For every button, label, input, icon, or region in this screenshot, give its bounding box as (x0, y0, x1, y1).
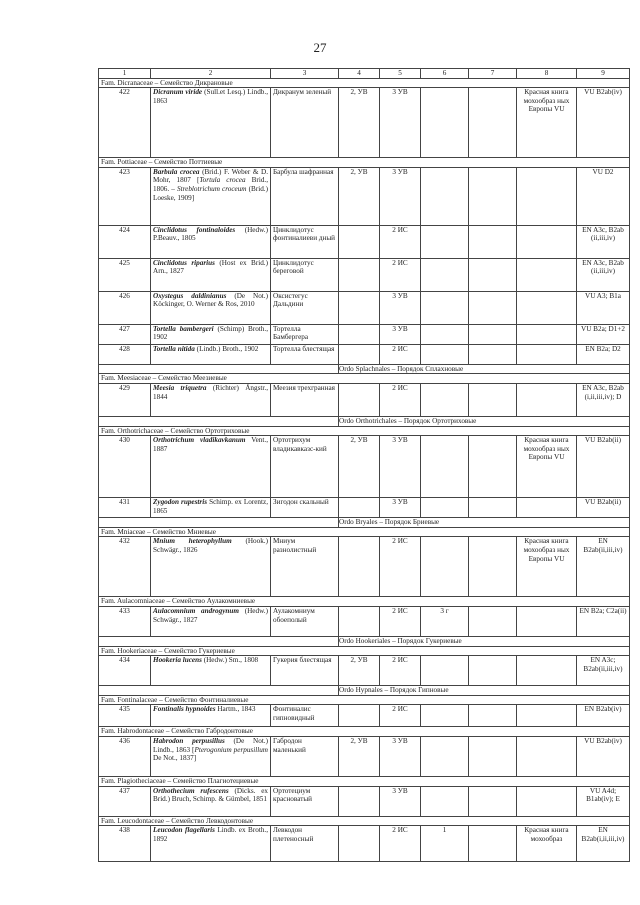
family-label: Fam. Mniaceae – Семейство Мниевые (99, 527, 630, 537)
order-label: Ordo Hookeriales – Порядок Гукериевые (339, 636, 630, 646)
author-citation: Schimp. ex Lorentz, 1865 (153, 498, 268, 515)
status-cell-c6 (421, 498, 469, 518)
status-cell-c5: 2 ИС (380, 344, 421, 364)
family-row (99, 527, 630, 537)
order-label: Ordo Splachnales – Порядок Сплахновые (339, 364, 630, 374)
order-blank-cell (99, 636, 339, 646)
russian-name: Аулакомниум обоеполый (271, 606, 339, 636)
species-scientific-name (151, 786, 271, 816)
status-cell-c4 (339, 606, 380, 636)
author-citation: (Brid.) F. Weber & D. Mohr, 1807 [ (153, 167, 268, 185)
latin-name: Oxystegus daldinianus (153, 291, 227, 300)
status-cell-c7 (469, 291, 517, 324)
status-cell-c9: EN B2ab(iv) (577, 705, 630, 727)
status-cell-c7 (469, 656, 517, 686)
russian-name: Габродон маленький (271, 736, 339, 776)
family-row (99, 727, 630, 737)
status-cell-c5: 3 УВ (380, 736, 421, 776)
species-scientific-name (151, 436, 271, 498)
species-scientific-name (151, 606, 271, 636)
author-citation: (De Not.) Lindb., 1863 [ (153, 736, 269, 754)
order-blank-cell (99, 518, 339, 528)
status-cell-c6 (421, 786, 469, 816)
status-cell-c9: VU B2ab(ii) (577, 436, 630, 498)
russian-name: Меезия трехгранная (271, 383, 339, 416)
species-scientific-name (151, 826, 271, 862)
status-cell-c8 (517, 291, 577, 324)
status-cell-c9: VU B2a; D1+2 (577, 324, 630, 344)
species-row (99, 258, 630, 291)
species-scientific-name (151, 167, 271, 225)
russian-name: Фонтиналис гипновидный (271, 705, 339, 727)
status-cell-c8 (517, 606, 577, 636)
latin-name: Aulacomnium androgynum (153, 606, 239, 615)
status-cell-c9: VU D2 (577, 167, 630, 225)
author-citation: (Lindb.) Broth., 1902 (194, 344, 259, 353)
red-book-table (98, 68, 630, 862)
order-blank-cell (99, 416, 339, 426)
russian-name: Зигодон скальный (271, 498, 339, 518)
status-cell-c5: 2 ИС (380, 225, 421, 258)
status-cell-c5: 3 УВ (380, 324, 421, 344)
status-cell-c5: 2 ИС (380, 826, 421, 862)
russian-name: Тортелла блестящая (271, 344, 339, 364)
synonym-name-2: Streblotrichum croceum (177, 184, 247, 193)
species-scientific-name (151, 88, 271, 158)
status-cell-c7 (469, 258, 517, 291)
order-row (99, 518, 630, 528)
status-cell-c8 (517, 258, 577, 291)
family-label: Fam. Aulacomniaceae – Семейство Аулакомниевые (99, 597, 630, 607)
status-cell-c7 (469, 786, 517, 816)
status-cell-c8 (517, 498, 577, 518)
status-cell-c8: Красная книга мохообраз (517, 826, 577, 862)
species-scientific-name (151, 291, 271, 324)
species-row (99, 826, 630, 862)
status-cell-c4 (339, 705, 380, 727)
status-cell-c8: Красная книга мохообраз ных Европы VU (517, 88, 577, 158)
species-number: 434 (99, 656, 151, 686)
russian-name: Ортотрихум владикавказс-кий (271, 436, 339, 498)
status-cell-c4 (339, 344, 380, 364)
family-label: Fam. Plagiotheciaceae – Семейство Плагиотециевые (99, 776, 630, 786)
species-scientific-name (151, 736, 271, 776)
species-number: 437 (99, 786, 151, 816)
status-cell-c9: VU A3; B1a (577, 291, 630, 324)
species-row (99, 88, 630, 158)
status-cell-c8 (517, 225, 577, 258)
status-cell-c9: EN A3c; B2ab(ii,iii,iv) (577, 656, 630, 686)
status-cell-c8 (517, 705, 577, 727)
status-cell-c8 (517, 656, 577, 686)
status-cell-c4: 2, УВ (339, 656, 380, 686)
status-cell-c8: Красная книга мохообраз ных Европы VU (517, 436, 577, 498)
author-citation: Lindb. ex Broth., 1892 (153, 826, 269, 843)
latin-name: Leucodon flagellaris (153, 826, 215, 835)
latin-name: Tortella nitida (153, 344, 195, 353)
status-cell-c6 (421, 291, 469, 324)
family-row (99, 374, 630, 384)
author-citation: Vent., 1887 (153, 436, 268, 453)
russian-name: Дикранум зеленый (271, 88, 339, 158)
status-cell-c7 (469, 705, 517, 727)
column-header-4: 4 (339, 69, 380, 79)
status-cell-c9: EN A3c, B2ab (i,ii,iii,iv); D (577, 383, 630, 416)
latin-name: Cinclidotus riparius (153, 258, 215, 267)
status-cell-c9: EN A3c, B2ab (ii,iii,iv) (577, 258, 630, 291)
russian-name: Цинклидотус береговой (271, 258, 339, 291)
status-cell-c7 (469, 537, 517, 597)
status-cell-c4 (339, 225, 380, 258)
status-cell-c8 (517, 324, 577, 344)
status-cell-c5: 3 УВ (380, 88, 421, 158)
family-label: Fam. Pottiaceae – Семейство Поттиевые (99, 158, 630, 168)
status-cell-c4 (339, 291, 380, 324)
status-cell-c4 (339, 258, 380, 291)
family-row (99, 816, 630, 826)
species-scientific-name (151, 705, 271, 727)
latin-name: Hookeria lucens (153, 656, 202, 665)
family-label: Fam. Habrodontaceae – Семейство Габродонтовые (99, 727, 630, 737)
status-cell-c5: 2 ИС (380, 258, 421, 291)
status-cell-c9: VU B2ab(iv) (577, 88, 630, 158)
latin-name: Mnium heterophyllum (153, 537, 232, 546)
family-label: Fam. Leucodontaceae – Семейство Левкодонтовые (99, 816, 630, 826)
author-citation: (Hedw.) P.Beauv., 1805 (153, 225, 268, 243)
page-number: 27 (313, 40, 327, 55)
species-row (99, 537, 630, 597)
order-row (99, 416, 630, 426)
species-number: 431 (99, 498, 151, 518)
author-citation: Hartm., 1843 (215, 705, 256, 714)
status-cell-c6 (421, 705, 469, 727)
status-cell-c6 (421, 656, 469, 686)
russian-name: Ортотециум красноватый (271, 786, 339, 816)
column-header-6: 6 (421, 69, 469, 79)
status-cell-c9: EN B2a; C2a(ii) (577, 606, 630, 636)
order-row (99, 364, 630, 374)
species-scientific-name (151, 537, 271, 597)
latin-name: Fontinalis hypnoides (153, 705, 216, 714)
status-cell-c4 (339, 498, 380, 518)
status-cell-c5: 2 ИС (380, 606, 421, 636)
status-cell-c5: 2 ИС (380, 383, 421, 416)
status-cell-c4 (339, 786, 380, 816)
status-cell-c8: Красная книга мохообраз ных Европы VU (517, 537, 577, 597)
author-citation: (Hedw.) Sm., 1808 (201, 656, 259, 665)
species-row (99, 736, 630, 776)
status-cell-c5: 3 УВ (380, 167, 421, 225)
status-cell-c7 (469, 383, 517, 416)
family-row (99, 597, 630, 607)
family-row (99, 158, 630, 168)
status-cell-c4: 2, УВ (339, 167, 380, 225)
latin-name: Dicranum viride (153, 88, 203, 97)
author-citation: (Richter) Ångstr., 1844 (153, 383, 268, 401)
status-cell-c4 (339, 826, 380, 862)
status-cell-c8 (517, 383, 577, 416)
column-header-8: 8 (517, 69, 577, 79)
status-cell-c8 (517, 344, 577, 364)
column-header-9: 9 (577, 69, 630, 79)
family-label: Fam. Hookeriaceae – Семейство Гукериевые (99, 646, 630, 656)
species-scientific-name (151, 324, 271, 344)
family-row (99, 78, 630, 88)
family-row (99, 695, 630, 705)
family-label: Fam. Meesiaceae – Семейство Меезиевые (99, 374, 630, 384)
author-citation: (Schimp) Broth., 1902 (153, 324, 268, 342)
species-scientific-name (151, 656, 271, 686)
latin-name: Habrodon perpusillus (153, 736, 225, 745)
status-cell-c5: 2 ИС (380, 537, 421, 597)
column-header-2: 2 (151, 69, 271, 79)
status-cell-c4 (339, 324, 380, 344)
russian-name: Левкодон плетеносный (271, 826, 339, 862)
status-cell-c6: 3 г (421, 606, 469, 636)
latin-name: Tortella bambergeri (153, 324, 214, 333)
species-number: 433 (99, 606, 151, 636)
status-cell-c6 (421, 324, 469, 344)
status-cell-c4: 2, УВ (339, 436, 380, 498)
status-cell-c7 (469, 606, 517, 636)
species-scientific-name (151, 225, 271, 258)
status-cell-c9: EN B2ab(i,ii,iii,iv) (577, 826, 630, 862)
russian-name: Мниум разнолистный (271, 537, 339, 597)
latin-name: Zygodon rupestris (153, 498, 208, 507)
species-row (99, 705, 630, 727)
latin-name: Barbula crocea (153, 167, 200, 176)
order-label: Ordo Bryales – Порядок Бриевые (339, 518, 630, 528)
species-row (99, 436, 630, 498)
status-cell-c6 (421, 258, 469, 291)
status-cell-c9: VU A4d; B1ab(iv); E (577, 786, 630, 816)
order-label: Ordo Hypnales – Порядок Гипновые (339, 686, 630, 696)
author-citation: (Host ex Brid.) Arn., 1827 (153, 258, 268, 276)
species-number: 424 (99, 225, 151, 258)
status-cell-c7 (469, 736, 517, 776)
species-row (99, 167, 630, 225)
status-cell-c9: EN B2ab(ii,iii,iv) (577, 537, 630, 597)
status-cell-c5: 3 УВ (380, 498, 421, 518)
status-cell-c5: 3 УВ (380, 291, 421, 324)
status-cell-c6 (421, 736, 469, 776)
status-cell-c4: 2, УВ (339, 88, 380, 158)
status-cell-c8 (517, 736, 577, 776)
species-number: 427 (99, 324, 151, 344)
status-cell-c4 (339, 537, 380, 597)
family-label: Fam. Orthotrichaceae – Семейство Ортотриховые (99, 426, 630, 436)
species-row (99, 344, 630, 364)
header-row (99, 69, 630, 79)
latin-name: Orthotrichum vladikavkanum (153, 436, 246, 445)
species-number: 438 (99, 826, 151, 862)
species-row (99, 498, 630, 518)
status-cell-c6 (421, 436, 469, 498)
species-number: 430 (99, 436, 151, 498)
status-cell-c6 (421, 225, 469, 258)
species-number: 429 (99, 383, 151, 416)
status-cell-c6 (421, 344, 469, 364)
russian-name: Оксистегус Дальдини (271, 291, 339, 324)
author-citation: (Sull.et Lesq.) Lindb., 1863 (153, 88, 268, 105)
status-cell-c7 (469, 498, 517, 518)
species-number: 425 (99, 258, 151, 291)
order-label: Ordo Orthotrichales – Порядок Ортотриховые (339, 416, 630, 426)
order-blank-cell (99, 364, 339, 374)
status-cell-c4: 2, УВ (339, 736, 380, 776)
synonym-name: Pterogonium perpusillum (194, 745, 268, 754)
synonym-author: Brid., 1806. – (153, 176, 269, 193)
species-number: 423 (99, 167, 151, 225)
species-scientific-name (151, 498, 271, 518)
russian-name: Гукерия блестящая (271, 656, 339, 686)
family-row (99, 646, 630, 656)
species-number: 432 (99, 537, 151, 597)
column-header-3: 3 (271, 69, 339, 79)
order-blank-cell (99, 686, 339, 696)
order-row (99, 636, 630, 646)
status-cell-c8 (517, 786, 577, 816)
status-cell-c7 (469, 167, 517, 225)
author-citation: (De Not.) Köckinger, O. Werner & Ros, 2010 (153, 291, 268, 309)
russian-name: Цинклидотус фонтиналиеви дный (271, 225, 339, 258)
species-scientific-name (151, 383, 271, 416)
status-cell-c6 (421, 88, 469, 158)
status-cell-c7 (469, 826, 517, 862)
status-cell-c5: 3 УВ (380, 436, 421, 498)
author-citation: (Hook.) Schwägr., 1826 (153, 537, 269, 554)
family-row (99, 426, 630, 436)
status-cell-c9: VU B2ab(ii) (577, 498, 630, 518)
russian-name: Барбула шафранная (271, 167, 339, 225)
status-cell-c6 (421, 383, 469, 416)
family-row (99, 776, 630, 786)
family-label: Fam. Dicranaceae – Семейство Дикрановые (99, 78, 630, 88)
status-cell-c7 (469, 324, 517, 344)
status-cell-c6 (421, 537, 469, 597)
author-citation: (Dicks. ex Brid.) Bruch, Schimp. & Gümbel, 1851 (153, 786, 268, 804)
species-number: 422 (99, 88, 151, 158)
status-cell-c9: EN A3c, B2ab (ii,iii,iv) (577, 225, 630, 258)
status-cell-c7 (469, 344, 517, 364)
species-row (99, 656, 630, 686)
species-row (99, 606, 630, 636)
species-number: 428 (99, 344, 151, 364)
synonym-name: Tortula crocea (199, 176, 246, 185)
species-row (99, 324, 630, 344)
latin-name: Cinclidotus fontinaloides (153, 225, 236, 234)
status-cell-c5: 2 ИС (380, 656, 421, 686)
family-label: Fam. Fontinalaceae – Семейство Фонтиналиевые (99, 695, 630, 705)
russian-name: Тортелла Бамбергера (271, 324, 339, 344)
species-row (99, 291, 630, 324)
species-number: 435 (99, 705, 151, 727)
synonym-author-2: (Brid.) Loeske, 1909] (153, 184, 268, 202)
species-number: 426 (99, 291, 151, 324)
status-cell-c6: 1 (421, 826, 469, 862)
latin-name: Meesia triquetra (153, 383, 207, 392)
author-citation: (Hedw.) Schwägr., 1827 (153, 606, 268, 624)
species-row (99, 383, 630, 416)
status-cell-c7 (469, 88, 517, 158)
species-scientific-name (151, 258, 271, 291)
status-cell-c5: 2 ИС (380, 705, 421, 727)
status-cell-c4 (339, 383, 380, 416)
species-scientific-name (151, 344, 271, 364)
status-cell-c5: 3 УВ (380, 786, 421, 816)
synonym-author: De Not., 1837] (153, 754, 197, 763)
status-cell-c9: EN B2a; D2 (577, 344, 630, 364)
status-cell-c8 (517, 167, 577, 225)
species-number: 436 (99, 736, 151, 776)
status-cell-c6 (421, 167, 469, 225)
status-cell-c9: VU B2ab(iv) (577, 736, 630, 776)
latin-name: Orthothecium rufescens (153, 786, 229, 795)
species-row (99, 225, 630, 258)
species-row (99, 786, 630, 816)
status-cell-c7 (469, 225, 517, 258)
column-header-7: 7 (469, 69, 517, 79)
order-row (99, 686, 630, 696)
status-cell-c7 (469, 436, 517, 498)
column-header-5: 5 (380, 69, 421, 79)
column-header-1: 1 (99, 69, 151, 79)
